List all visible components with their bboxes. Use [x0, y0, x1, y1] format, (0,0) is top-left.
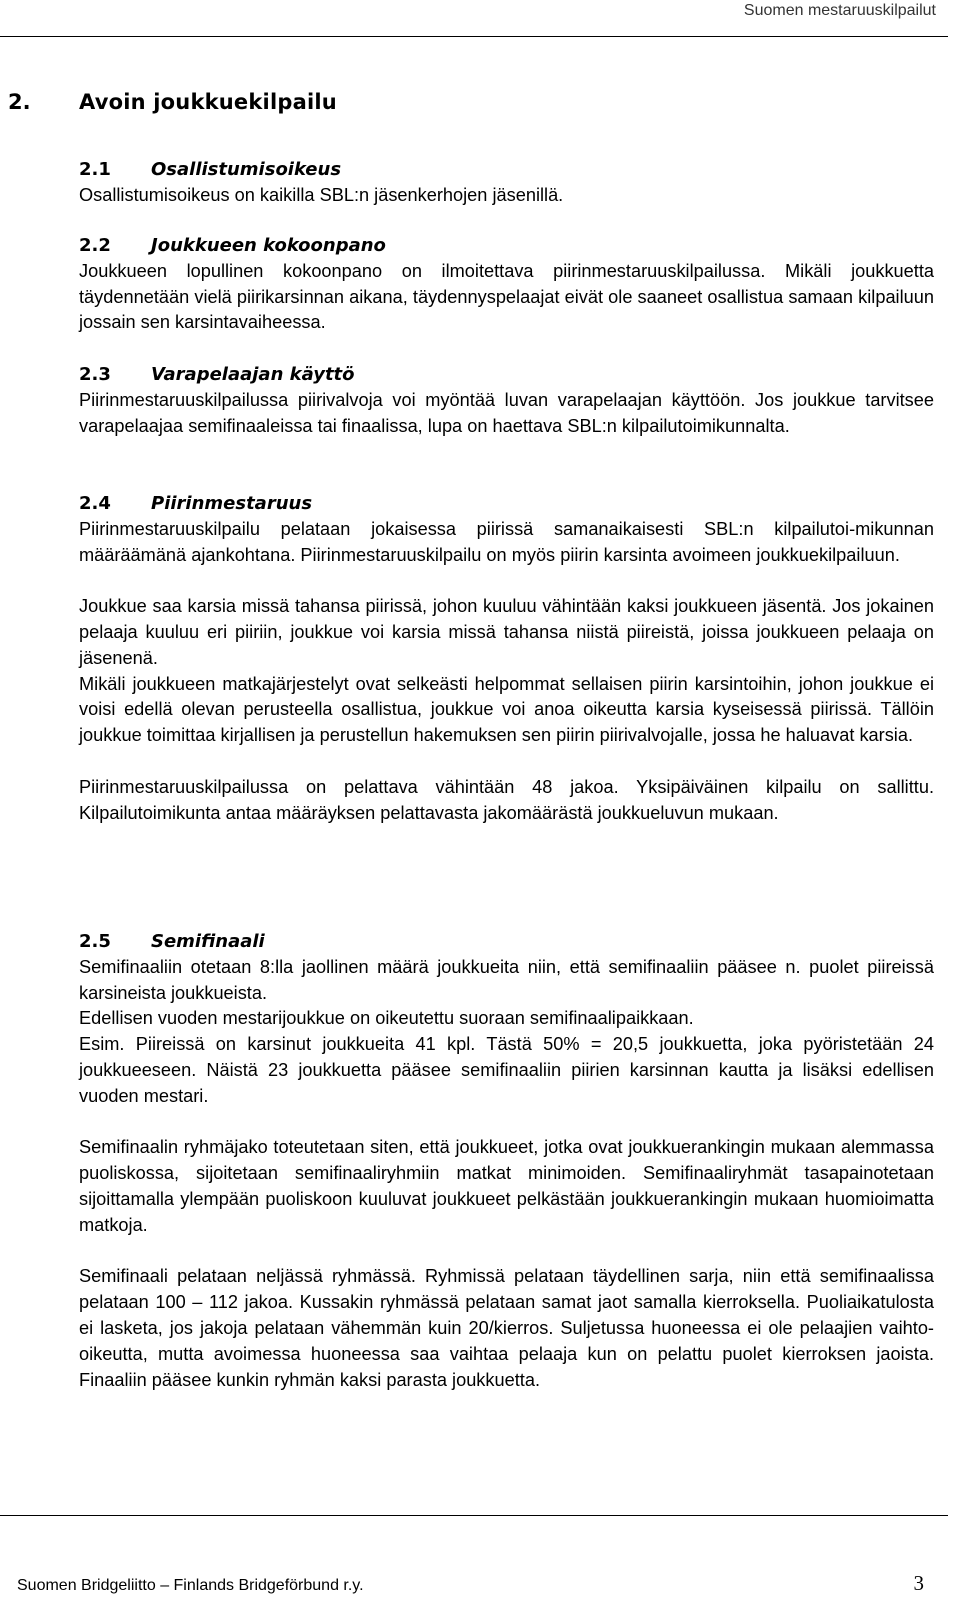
- section-title: Joukkueen kokoonpano: [151, 235, 386, 256]
- section-heading: [79, 929, 934, 955]
- section-number: 2.3: [79, 364, 111, 385]
- footer-divider: [0, 1515, 948, 1516]
- section-2-2: [79, 233, 934, 336]
- paragraph: Osallistumisoikeus on kaikilla SBL:n jäsenkerhojen jäsenillä.: [79, 184, 564, 205]
- section-number: 2.1: [79, 159, 111, 180]
- section-2-5: [79, 929, 934, 1393]
- page-number: 3: [913, 1571, 924, 1595]
- chapter-title: Avoin joukkuekilpailu: [79, 90, 337, 114]
- header-divider: [0, 36, 948, 37]
- section-heading: [79, 362, 934, 388]
- section-2-3: [79, 362, 934, 439]
- section-title: Varapelaajan käyttö: [151, 364, 355, 385]
- paragraph: Edellisen vuoden mestarijoukkue on oikeutettu suoraan semifinaalipaikkaan.: [79, 1008, 694, 1029]
- section-title: Osallistumisoikeus: [151, 159, 342, 180]
- paragraph: Semifinaaliin otetaan 8:lla jaollinen määrä joukkueita niin, että semifinaaliin pääsee n. puolet piireissä karsineista joukkueista.: [79, 956, 934, 1003]
- section-title: Semifinaali: [151, 931, 265, 952]
- paragraph: Mikäli joukkueen matkajärjestelyt ovat selkeästi helpommat sellaisen piirin karsintoihin, johon joukkue ei voisi edellä olevan perusteella osallistua, joukkue voi anoa oikeutta karsia kyseisessä piirissä. Tällöin joukkue toimittaa kirjallisen ja perustellun hakemuksen sen piirin piirivalvojalle, jossa he haluavat karsia.: [79, 673, 934, 746]
- running-header: Suomen mestaruuskilpailut: [743, 2, 936, 19]
- section-heading: [79, 491, 934, 517]
- footer-organization: Suomen Bridgeliitto – Finlands Bridgeförbund r.y.: [17, 1577, 364, 1594]
- paragraph: Piirinmestaruuskilpailu pelataan jokaisessa piirissä samanaikaisesti SBL:n kilpailutoi-mikunnan määräämänä ajankohtana. Piirinmestaruuskilpailu on myös piirin karsinta avoimeen joukkuekilpailuun.: [79, 518, 934, 565]
- paragraph: Esim. Piireissä on karsinut joukkueita 41 kpl. Tästä 50% = 20,5 joukkuetta, joka pyöristetään 24 joukkueeseen. Näistä 23 joukkuetta pääsee semifinaaliin piirien karsinnan kautta ja lisäksi edellisen vuoden mestari.: [79, 1034, 934, 1106]
- section-2-1: [79, 157, 934, 209]
- section-number: 2.2: [79, 235, 111, 256]
- paragraph: Piirinmestaruuskilpailussa piirivalvoja voi myöntää luvan varapelaajan käyttöön. Jos joukkue tarvitsee varapelaajaa semifinaaleissa tai finaalissa, lupa on haettava SBL:n kilpailutoimikunnalta.: [79, 389, 934, 436]
- paragraph: Semifinaalin ryhmäjako toteutetaan siten, että joukkueet, jotka ovat joukkuerankingin mukaan alemmassa puoliskossa, sijoitetaan semifinaaliryhmiin matkat minimoiden. Semifinaaliryhmät tasapainotetaan sijoittamalla ylempään puoliskoon kuuluvat joukkueet pelkästään joukkuerankingin mukaan huomioimatta matkoja.: [79, 1137, 934, 1235]
- section-heading: [79, 233, 934, 259]
- paragraph: Joukkueen lopullinen kokoonpano on ilmoitettava piirinmestaruuskilpailussa. Mikäli joukkuetta täydennetään vielä piirikarsinnan aikana, täydennyspelaajat eivät ole saaneet osallistua samaan kilpailuun jossain sen karsintavaiheessa.: [79, 260, 934, 333]
- paragraph: Semifinaali pelataan neljässä ryhmässä. Ryhmissä pelataan täydellinen sarja, niin että semifinaalissa pelataan 100 – 112 jakoa. Kussakin ryhmässä pelataan samat jaot samalla kierroksella. Puoliaikatulosta ei lasketa, jos jakoja pelataan vähemmän kuin 20/kierros. Suljetussa huoneessa ei ole pelaajien vaihto-oikeutta, mutta avoimessa huoneessa saa vaihtaa pelaaja kun on pelattu puolet kierroksen jaoista. Finaaliin pääsee kunkin ryhmän kaksi parasta joukkuetta.: [79, 1266, 934, 1390]
- section-number: 2.5: [79, 931, 111, 952]
- section-heading: [79, 157, 934, 183]
- section-2-4: [79, 491, 934, 826]
- paragraph: Piirinmestaruuskilpailussa on pelattava vähintään 48 jakoa. Yksipäiväinen kilpailu on sallittu. Kilpailutoimikunta antaa määräyksen pelattavasta jakomäärästä joukkueluvun mukaan.: [79, 776, 934, 823]
- section-number: 2.4: [79, 493, 111, 514]
- section-title: Piirinmestaruus: [151, 493, 313, 514]
- paragraph: Joukkue saa karsia missä tahansa piirissä, johon kuuluu vähintään kaksi joukkueen jäsentä. Jos jokainen pelaaja kuuluu eri piiriin, joukkue voi karsia missä tahansa niistä piireistä, joissa joukkueen pelaaja on jäsenenä.: [79, 596, 934, 668]
- chapter-number: 2.: [8, 90, 31, 114]
